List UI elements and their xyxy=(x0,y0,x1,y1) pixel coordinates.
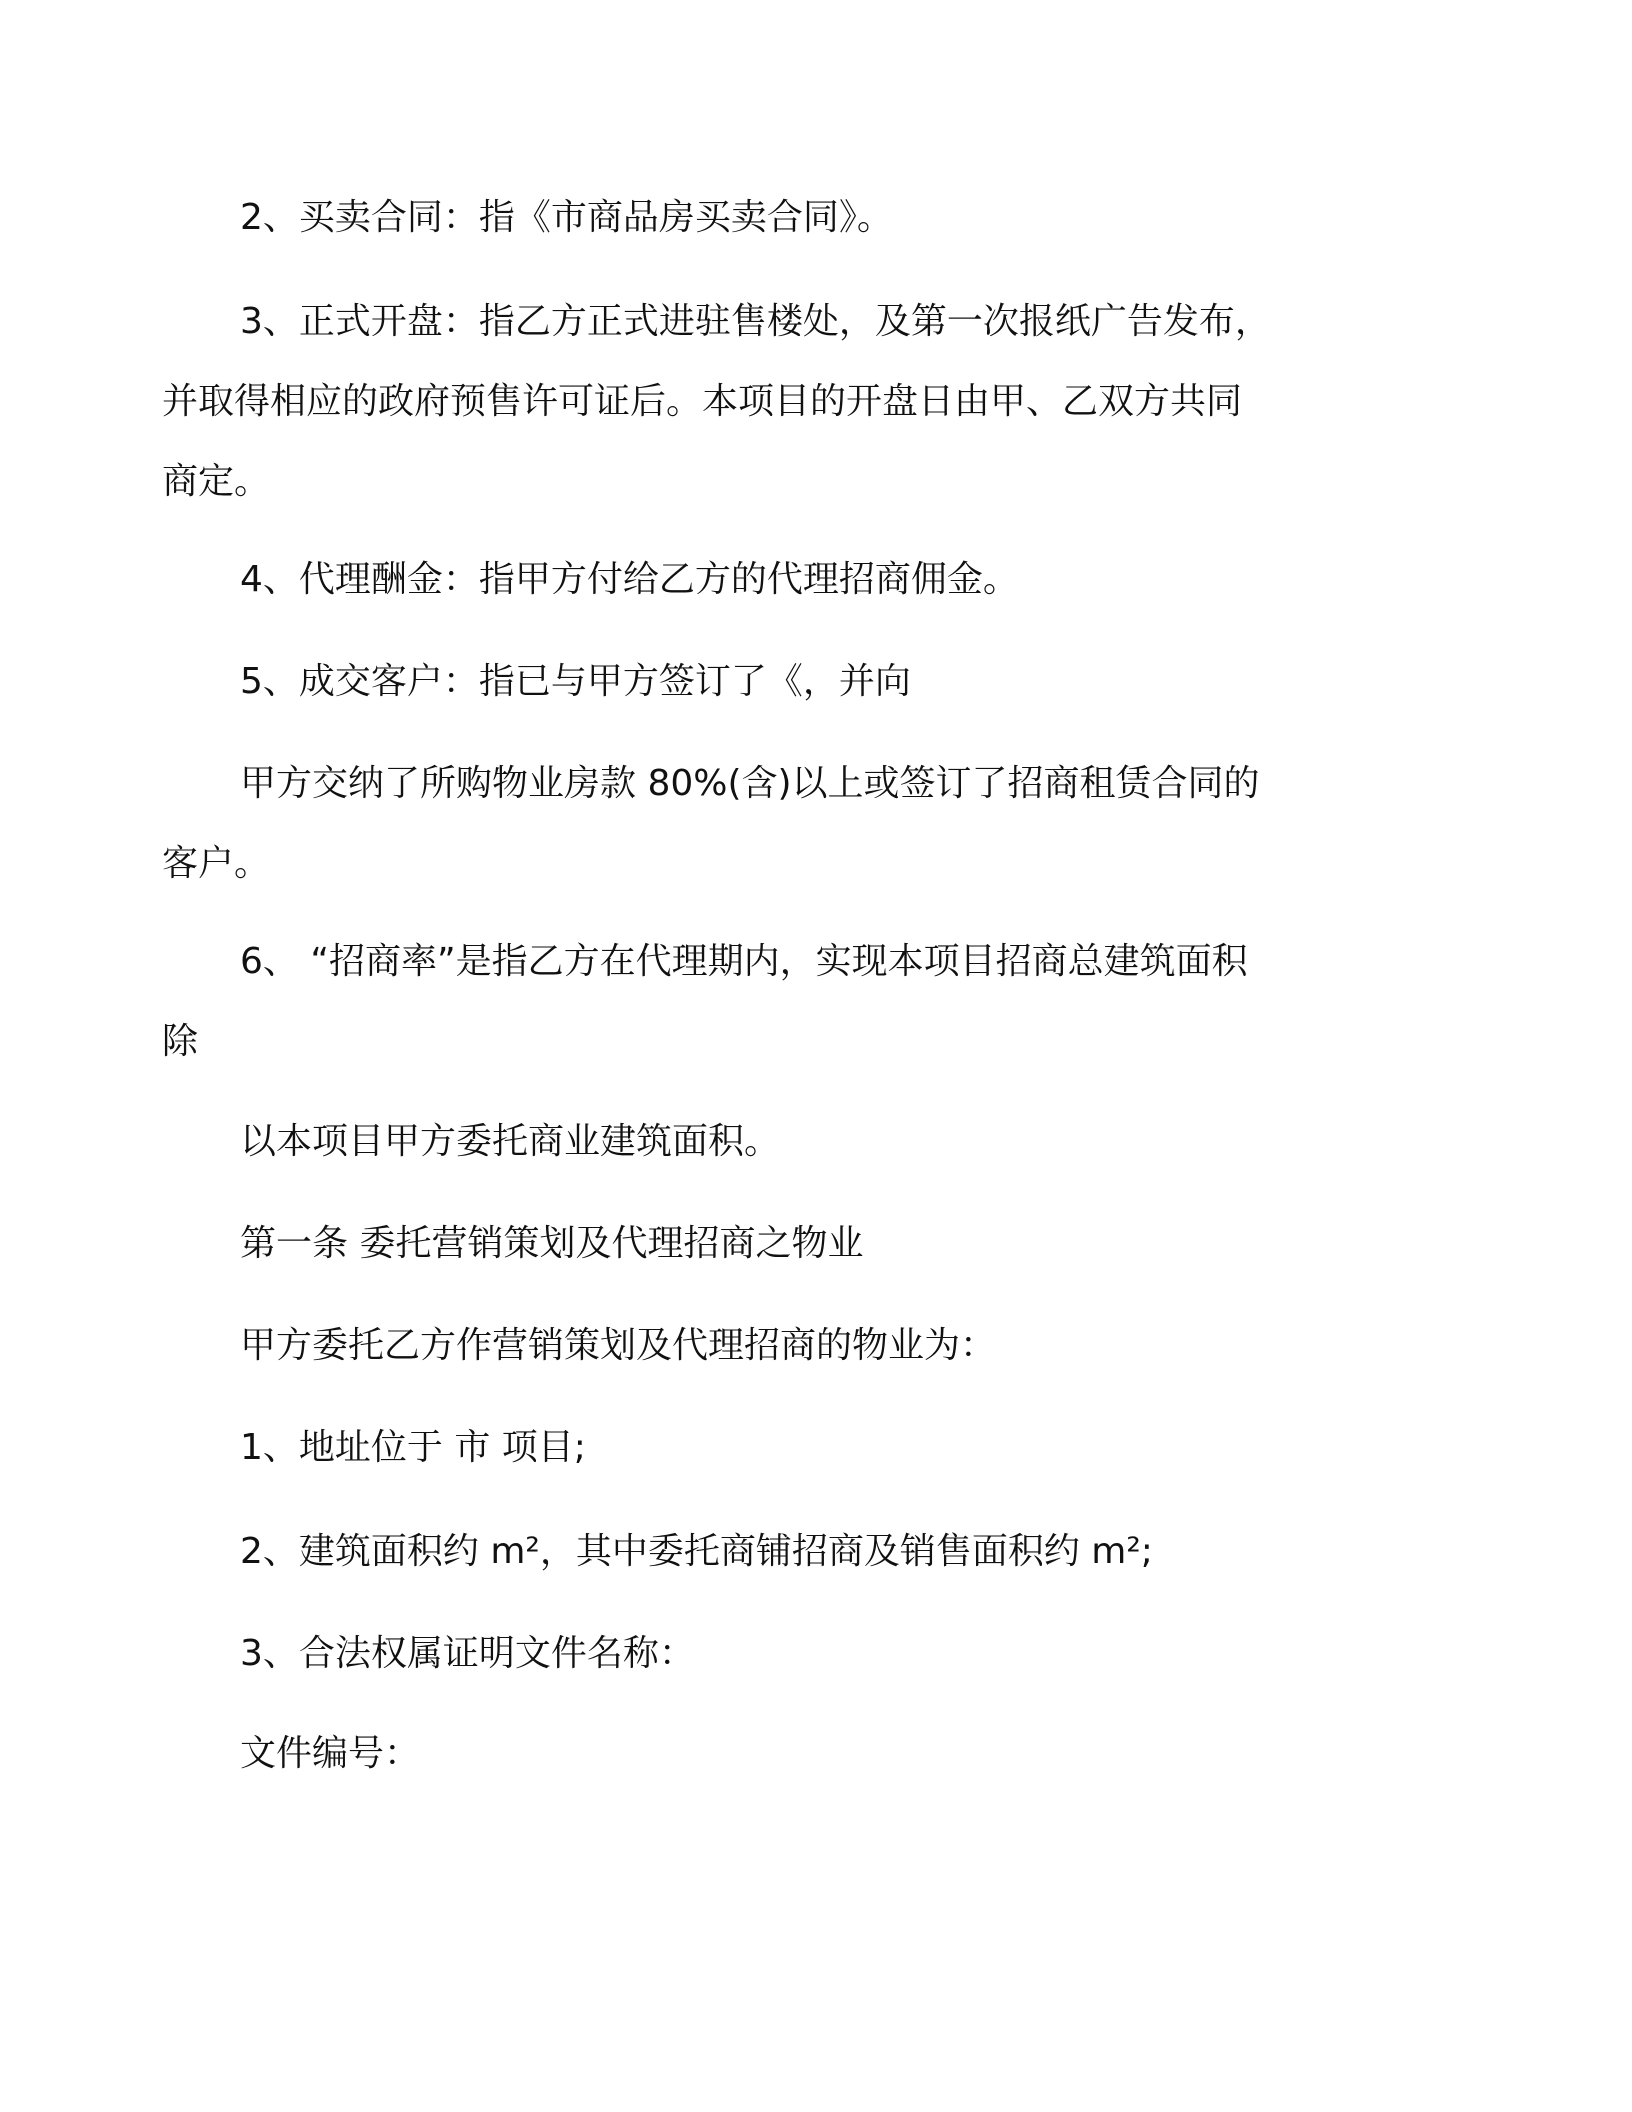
text-line: 6、 “招商率”是指乙方在代理期内，实现本项目招商总建筑面积 xyxy=(240,941,1248,982)
text-line: 文件编号： xyxy=(240,1733,421,1774)
article-1-intro xyxy=(240,1306,1400,1386)
clause-5-continuation xyxy=(162,744,1400,904)
text-line: 以本项目甲方委托商业建筑面积。 xyxy=(240,1121,781,1162)
text-line: 4、代理酬金：指甲方付给乙方的代理招商佣金。 xyxy=(240,559,1019,600)
item-2-floor-area xyxy=(240,1512,1400,1592)
clause-4-agency-fee xyxy=(240,540,1400,620)
text-line: 2、买卖合同：指《市商品房买卖合同》。 xyxy=(240,197,893,238)
item-3-ownership-document xyxy=(240,1614,1400,1694)
text-line: 3、合法权属证明文件名称： xyxy=(240,1633,695,1674)
document-number xyxy=(240,1714,1400,1794)
item-1-address xyxy=(240,1408,1400,1488)
clause-6-leasing-rate xyxy=(162,922,1400,1082)
text-line: 客户。 xyxy=(162,843,271,884)
clause-5-closed-customer xyxy=(240,642,1400,722)
text-line: 除 xyxy=(162,1021,199,1062)
text-line: 并取得相应的政府预售许可证后。本项目的开盘日由甲、乙双方共同 xyxy=(162,381,1243,422)
clause-3-official-opening xyxy=(162,282,1400,522)
clause-6-continuation xyxy=(240,1102,1400,1182)
article-1-heading xyxy=(240,1204,1400,1284)
clause-2-sales-contract xyxy=(240,178,1400,258)
text-line: 甲方委托乙方作营销策划及代理招商的物业为： xyxy=(240,1325,997,1366)
text-line: 第一条 委托营销策划及代理招商之物业 xyxy=(240,1223,864,1264)
text-line: 商定。 xyxy=(162,461,271,502)
text-line: 2、建筑面积约 m²，其中委托商铺招商及销售面积约 m²; xyxy=(240,1531,1153,1572)
text-line: 甲方交纳了所购物业房款 80%(含)以上或签订了招商租赁合同的 xyxy=(240,763,1260,804)
text-line: 3、正式开盘：指乙方正式进驻售楼处，及第一次报纸广告发布， xyxy=(240,301,1271,342)
text-line: 1、地址位于 市 项目; xyxy=(240,1427,586,1468)
text-line: 5、成交客户：指已与甲方签订了《，并向 xyxy=(240,661,911,702)
